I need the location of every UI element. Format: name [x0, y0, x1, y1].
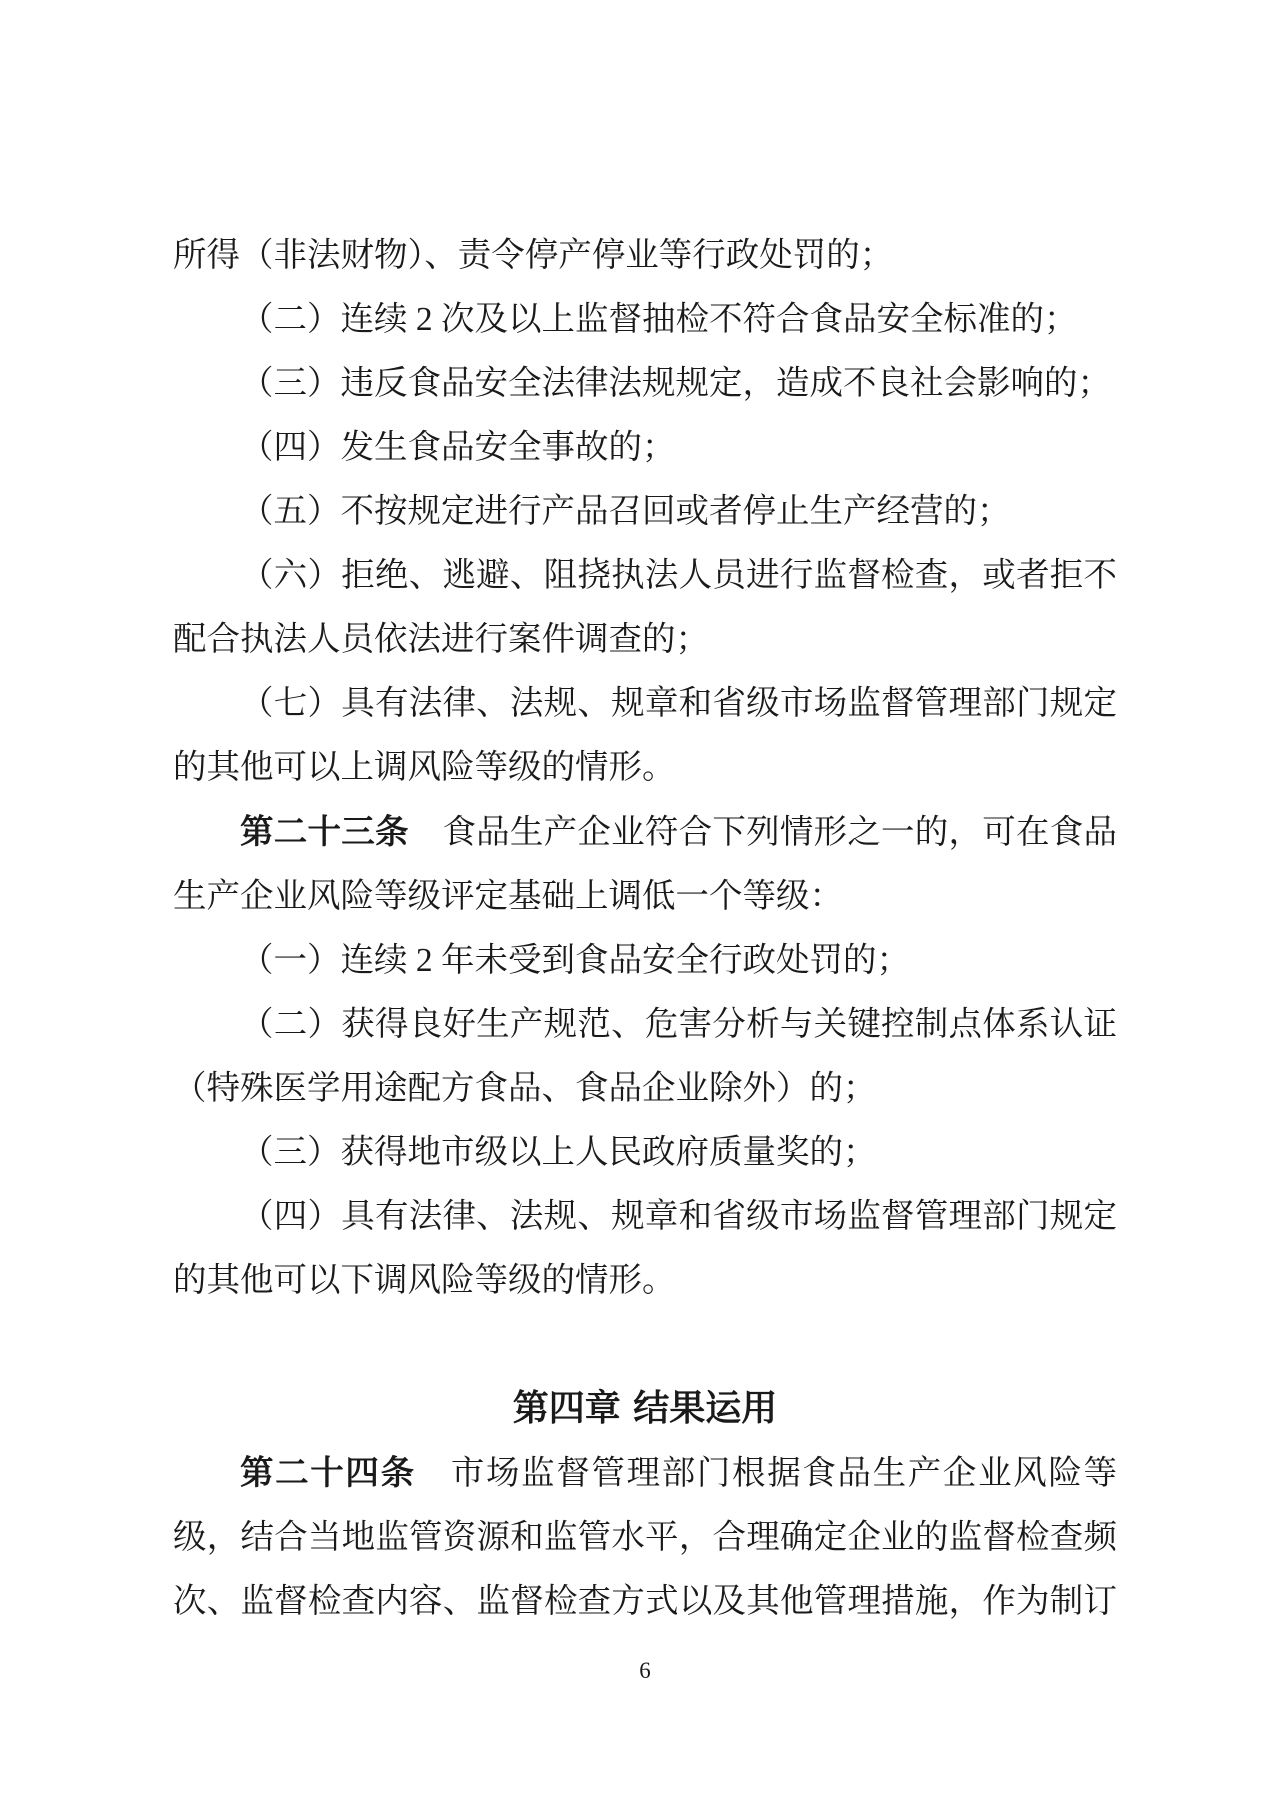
text-line: （二）连续 2 次及以上监督抽检不符合食品安全标准的；	[240, 301, 1078, 338]
page-number: 6	[639, 1658, 651, 1683]
text-line: （特殊医学用途配方食品、食品企业除外）的；	[173, 1070, 877, 1107]
text-line: （三）获得地市级以上人民政府质量奖的；	[240, 1134, 877, 1171]
text-line: （一）连续 2 年未受到食品安全行政处罚的；	[240, 942, 910, 979]
text-line	[173, 800, 1117, 865]
article-number: 第二十三条	[240, 812, 409, 851]
text-line: 配合执法人员依法进行案件调查的；	[173, 621, 709, 658]
text-line: （七）具有法律、法规、规章和省级市场监督管理部门规定	[240, 685, 1117, 722]
text-line: 的其他可以下调风险等级的情形。	[173, 1262, 676, 1299]
text-line: （六）拒绝、逃避、阻挠执法人员进行监督检查，或者拒不	[240, 557, 1117, 594]
text-line: （三）违反食品安全法律法规规定，造成不良社会影响的；	[240, 365, 1111, 402]
blank-line	[173, 1313, 1117, 1377]
text-line: 次、监督检查内容、监督检查方式以及其他管理措施，作为制订	[173, 1583, 1117, 1620]
text-line: （二）获得良好生产规范、危害分析与关键控制点体系认证	[240, 1006, 1117, 1043]
text-line: （四）发生食品安全事故的；	[240, 429, 676, 466]
line-text: 食品生产企业符合下列情形之一的，可在食品	[408, 814, 1118, 851]
chapter-heading: 第四章 结果运用	[512, 1388, 778, 1429]
text-line: 级，结合当地监管资源和监管水平，合理确定企业的监督检查频	[173, 1519, 1117, 1556]
text-line: 生产企业风险等级评定基础上调低一个等级：	[173, 878, 843, 915]
text-line: （四）具有法律、法规、规章和省级市场监督管理部门规定	[240, 1198, 1117, 1235]
article-number: 第二十四条	[240, 1453, 416, 1492]
text-line: 所得（非法财物）、责令停产停业等行政处罚的；	[173, 237, 894, 274]
line-text: 市场监督管理部门根据食品生产企业风险等	[415, 1455, 1118, 1492]
text-line: 的其他可以上调风险等级的情形。	[173, 749, 676, 786]
page-body-text	[173, 224, 1117, 1634]
text-line	[173, 1441, 1117, 1506]
text-line: （五）不按规定进行产品召回或者停止生产经营的；	[240, 493, 1011, 530]
